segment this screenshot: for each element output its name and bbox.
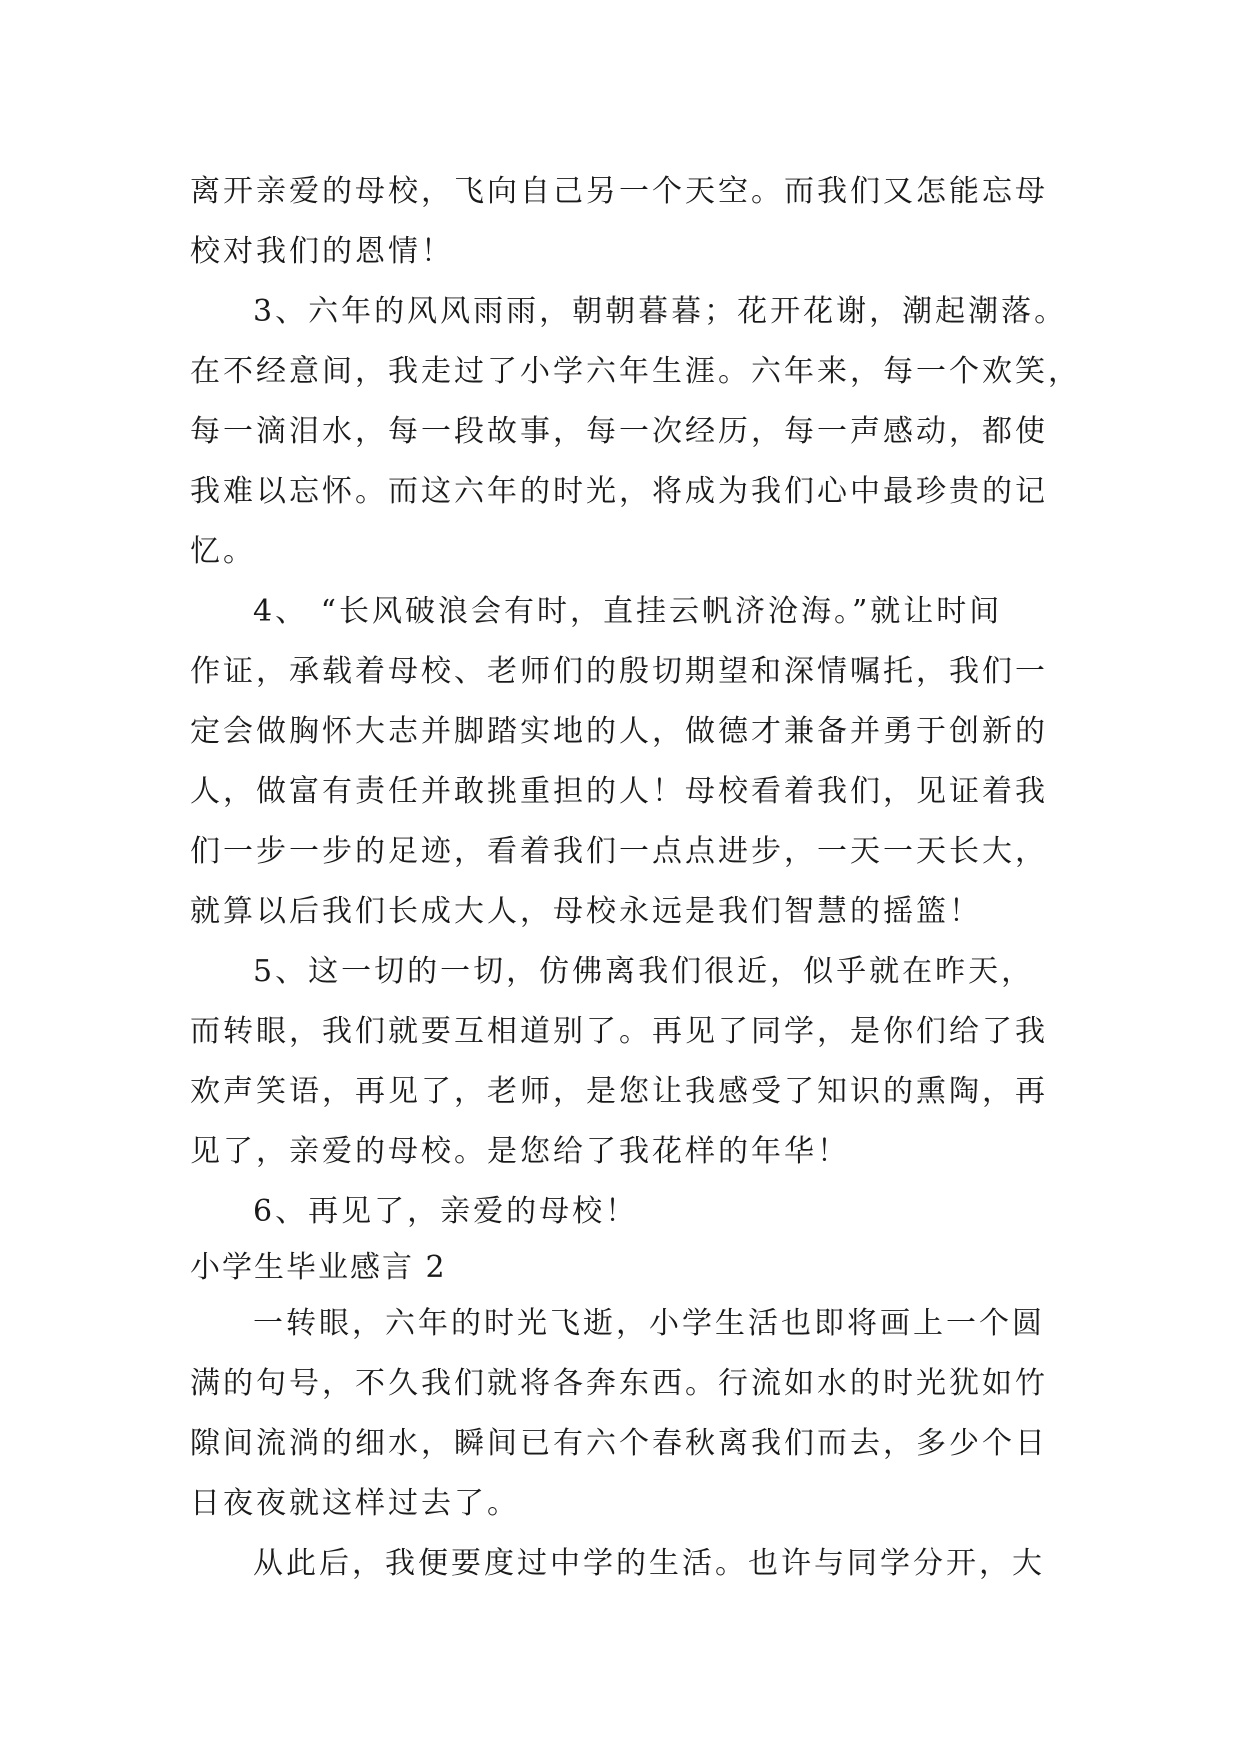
text-line: 每一滴泪水，每一段故事，每一次经历，每一声感动，都使	[190, 414, 1048, 449]
paragraph-start: 3、六年的风风雨雨，朝朝暮暮；花开花谢，潮起潮落。	[253, 294, 1068, 329]
text-line: 我难以忘怀。而这六年的时光，将成为我们心中最珍贵的记	[190, 474, 1048, 509]
text-line: 隙间流淌的细水，瞬间已有六个春秋离我们而去，多少个日	[190, 1426, 1048, 1461]
text-line: 在不经意间，我走过了小学六年生涯。六年来，每一个欢笑，	[190, 354, 1081, 389]
paragraph-start: 4、 “长风破浪会有时，直挂云帆济沧海。”就让时间	[253, 594, 1003, 629]
section-heading: 小学生毕业感言 2	[190, 1250, 447, 1285]
text-line: 定会做胸怀大志并脚踏实地的人，做德才兼备并勇于创新的	[190, 714, 1048, 749]
text-line: 就算以后我们长成大人，母校永远是我们智慧的摇篮！	[190, 894, 982, 929]
text-line: 人，做富有责任并敢挑重担的人！母校看着我们，见证着我	[190, 774, 1048, 809]
paragraph-start: 5、这一切的一切，仿佛离我们很近，似乎就在昨天，	[253, 954, 1035, 989]
text-line: 校对我们的恩情！	[190, 234, 454, 269]
text-line: 而转眼，我们就要互相道别了。再见了同学，是你们给了我	[190, 1014, 1048, 1049]
text-line: 满的句号，不久我们就将各奔东西。行流如水的时光犹如竹	[190, 1366, 1048, 1401]
paragraph-start: 一转眼，六年的时光飞逝，小学生活也即将画上一个圆	[253, 1306, 1045, 1341]
document-body	[190, 162, 1081, 1594]
text-line: 日夜夜就这样过去了。	[190, 1486, 520, 1521]
text-line: 离开亲爱的母校，飞向自己另一个天空。而我们又怎能忘母	[190, 174, 1048, 209]
text-line: 作证，承载着母校、老师们的殷切期望和深情嘱托，我们一	[190, 654, 1048, 689]
text-line: 忆。	[190, 534, 256, 569]
text-line: 欢声笑语，再见了，老师，是您让我感受了知识的熏陶，再	[190, 1074, 1048, 1109]
text-line: 们一步一步的足迹，看着我们一点点进步，一天一天长大，	[190, 834, 1048, 869]
paragraph-start: 6、再见了，亲爱的母校！	[253, 1194, 639, 1229]
text-line: 见了，亲爱的母校。是您给了我花样的年华！	[190, 1134, 850, 1169]
paragraph-start: 从此后，我便要度过中学的生活。也许与同学分开，大	[253, 1546, 1045, 1581]
